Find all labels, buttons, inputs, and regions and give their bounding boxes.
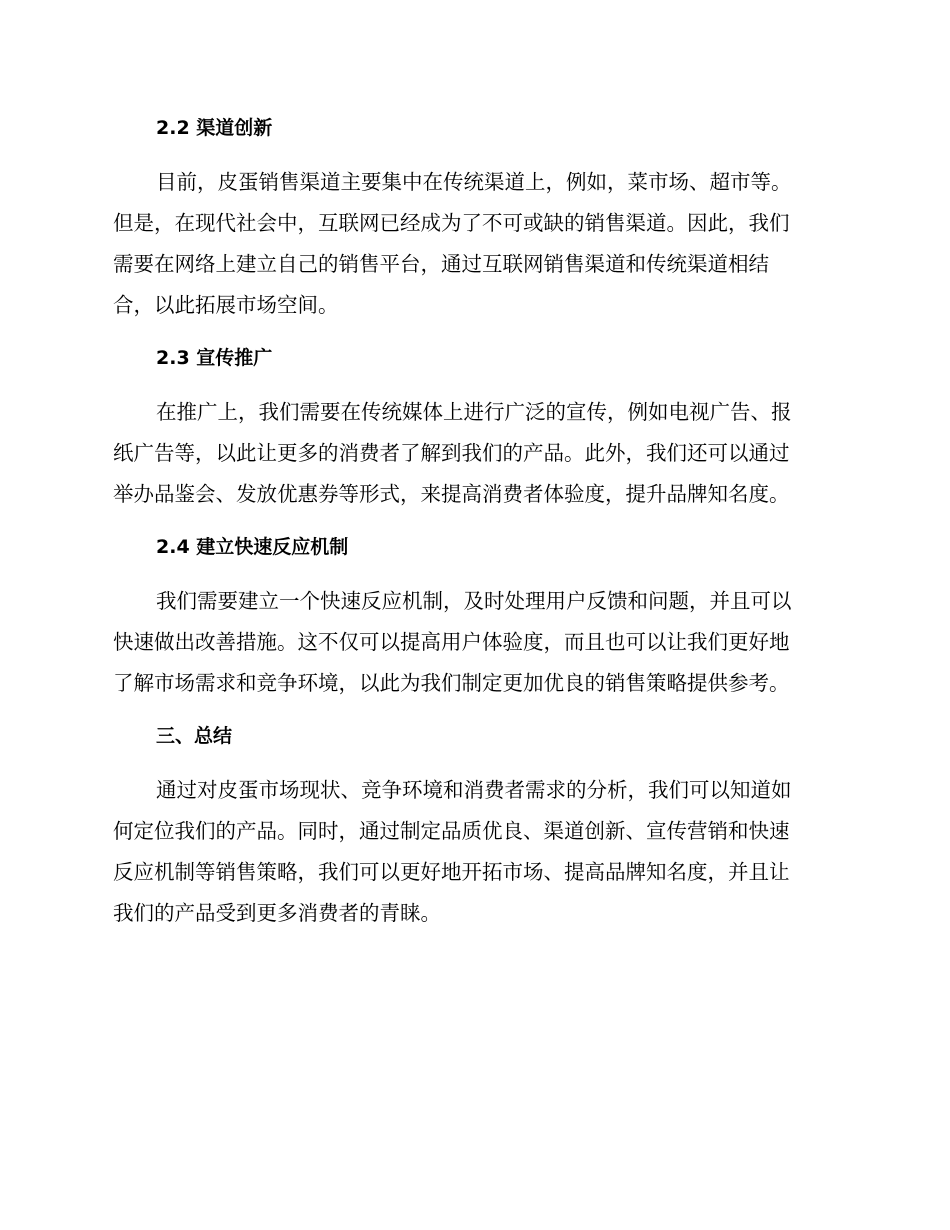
- section-heading: 2.4 建立快速反应机制: [156, 536, 349, 558]
- paragraph-line: 合，以此拓展市场空间。: [113, 293, 339, 317]
- section-promotion: [113, 338, 833, 515]
- paragraph-line: 了解市场需求和竞争环境，以此为我们制定更加优良的销售策略提供参考。: [113, 671, 790, 695]
- paragraph-line: 快速做出改善措施。这不仅可以提高用户体验度，而且也可以让我们更好地: [113, 630, 790, 654]
- paragraph-line: 但是，在现代社会中，互联网已经成为了不可或缺的销售渠道。因此，我们: [113, 211, 790, 235]
- section-summary: [113, 716, 833, 934]
- section-heading: 三、总结: [156, 725, 233, 747]
- paragraph-line: 何定位我们的产品。同时，通过制定品质优良、渠道创新、宣传营销和快速: [113, 819, 790, 843]
- section-paragraph: [113, 162, 833, 326]
- section-rapid-response: [113, 527, 833, 704]
- paragraph-line: 通过对皮蛋市场现状、竞争环境和消费者需求的分析，我们可以知道如: [156, 778, 792, 802]
- paragraph-line: 纸广告等，以此让更多的消费者了解到我们的产品。此外，我们还可以通过: [113, 441, 790, 465]
- section-paragraph: [113, 392, 833, 515]
- paragraph-line: 目前，皮蛋销售渠道主要集中在传统渠道上，例如，菜市场、超市等。: [156, 170, 792, 194]
- paragraph-line: 我们需要建立一个快速反应机制，及时处理用户反馈和问题，并且可以: [156, 589, 792, 613]
- document-body: [113, 108, 833, 946]
- paragraph-line: 举办品鉴会、发放优惠券等形式，来提高消费者体验度，提升品牌知名度。: [113, 482, 790, 506]
- section-channel-innovation: [113, 108, 833, 326]
- paragraph-line: 反应机制等销售策略，我们可以更好地开拓市场、提高品牌知名度，并且让: [113, 860, 790, 884]
- section-heading: 2.2 渠道创新: [156, 117, 273, 139]
- section-paragraph: [113, 770, 833, 934]
- paragraph-line: 我们的产品受到更多消费者的青睐。: [113, 901, 441, 925]
- section-paragraph: [113, 581, 833, 704]
- section-heading: 2.3 宣传推广: [156, 347, 273, 369]
- paragraph-line: 在推广上，我们需要在传统媒体上进行广泛的宣传，例如电视广告、报: [156, 400, 792, 424]
- paragraph-line: 需要在网络上建立自己的销售平台，通过互联网销售渠道和传统渠道相结: [113, 252, 769, 276]
